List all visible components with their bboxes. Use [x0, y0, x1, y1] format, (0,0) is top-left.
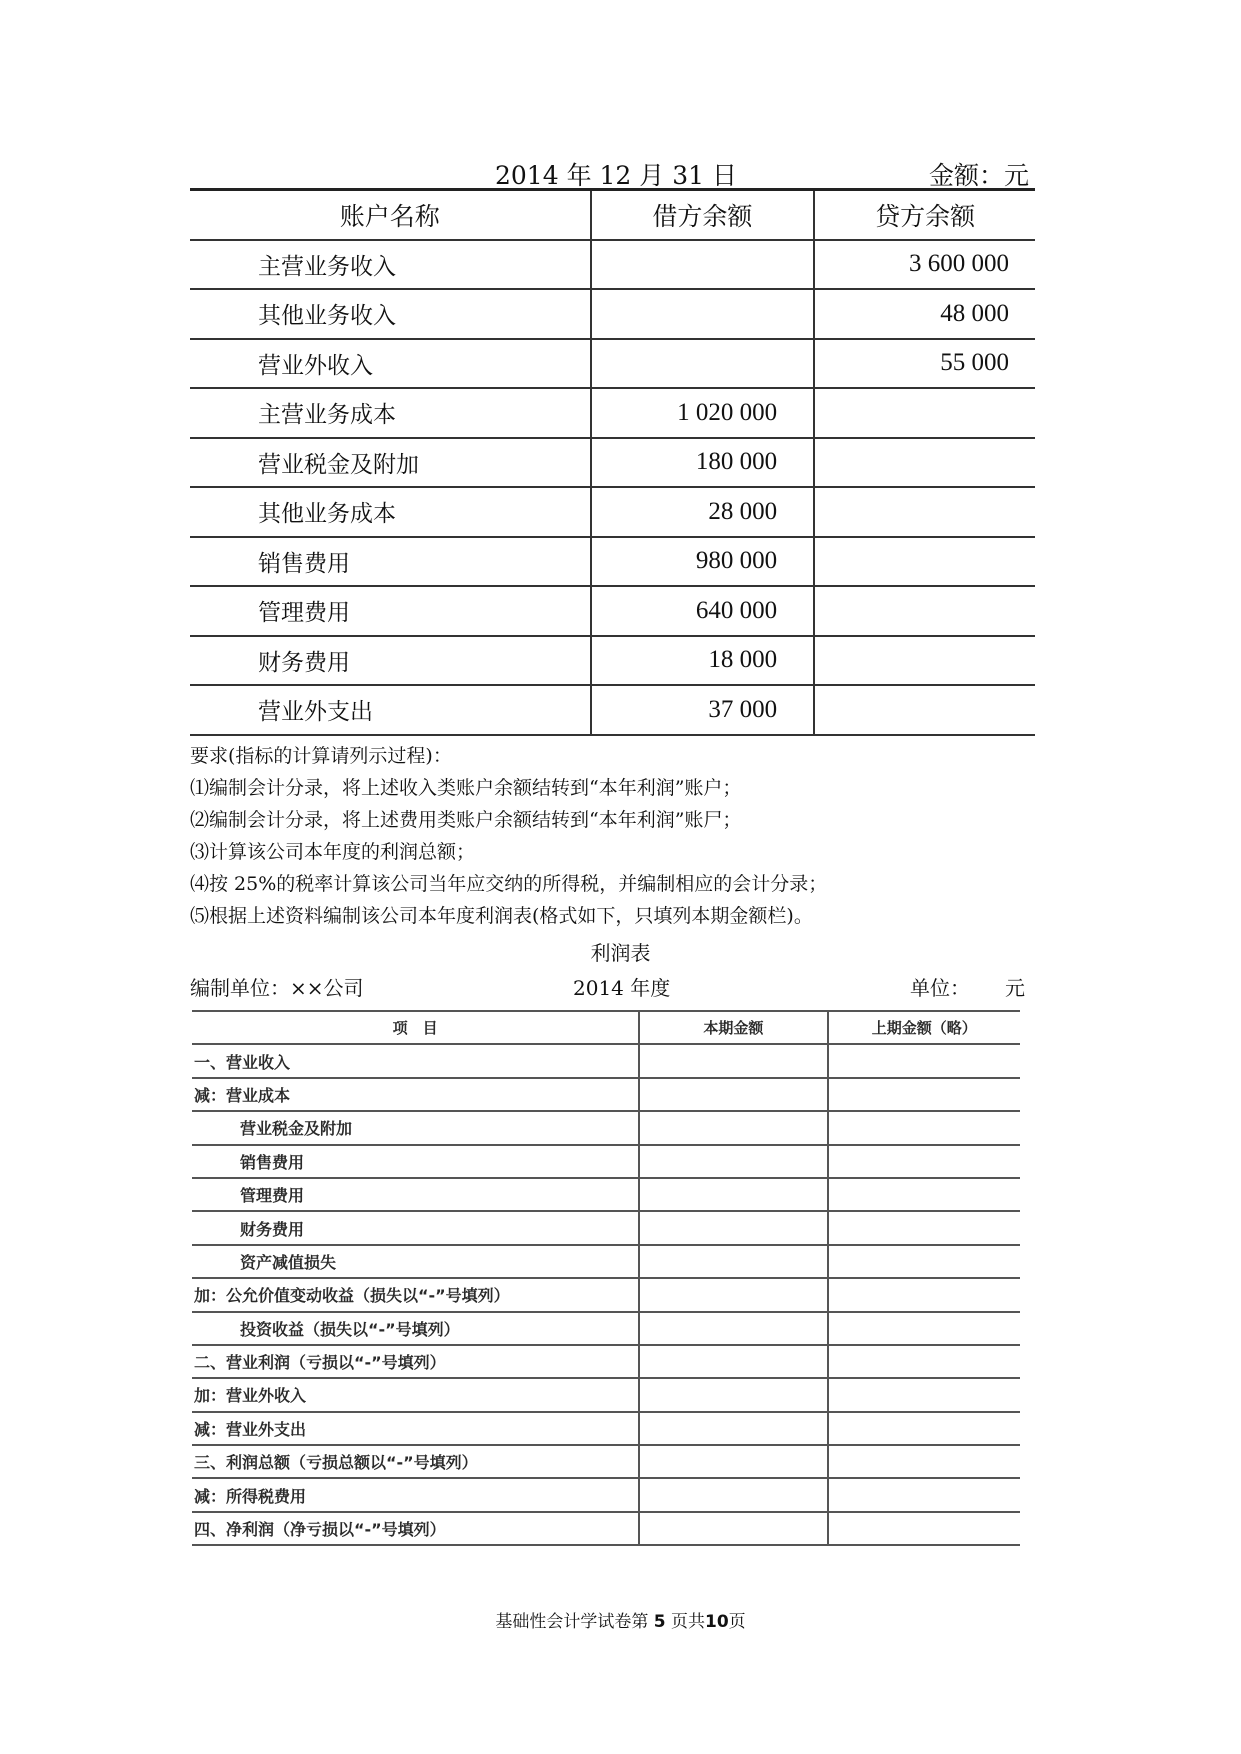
- footer-prefix: 基础性会计学试卷第: [495, 1612, 649, 1632]
- table-header-row: [190, 190, 1035, 240]
- table-row: [192, 1445, 1020, 1478]
- column-header-item: 项 目: [192, 1011, 639, 1044]
- table-row: [190, 685, 1035, 735]
- requirements-heading: 要求(指标的计算请列示过程)：: [190, 745, 452, 767]
- line-item: 加：公允价值变动收益（损失以“-”号填列）: [192, 1278, 639, 1311]
- table-header-row: [192, 1011, 1020, 1044]
- prior-amount-cell: [828, 1278, 1020, 1311]
- current-amount-cell[interactable]: [639, 1412, 827, 1445]
- current-amount-cell[interactable]: [639, 1044, 827, 1077]
- line-item: 投资收益（损失以“-”号填列）: [192, 1312, 639, 1345]
- requirement-item: ⑴编制会计分录，将上述收入类账户余额结转到“本年利润”账户；: [190, 777, 742, 799]
- column-header-debit: 借方余额: [591, 190, 815, 240]
- debit-balance: 980 000: [591, 537, 815, 587]
- table-row: [192, 1245, 1020, 1278]
- requirements-list: [190, 740, 827, 932]
- table-row: [192, 1178, 1020, 1211]
- prior-amount-cell: [828, 1512, 1020, 1545]
- current-amount-cell[interactable]: [639, 1078, 827, 1111]
- current-amount-cell[interactable]: [639, 1278, 827, 1311]
- credit-balance: [814, 537, 1035, 587]
- credit-balance: [814, 438, 1035, 488]
- table-row: [190, 339, 1035, 389]
- unit-label: 单位：: [910, 976, 970, 1000]
- debit-balance: 37 000: [591, 685, 815, 735]
- footer-total-pages: 10: [704, 1612, 729, 1632]
- credit-balance: 55 000: [814, 339, 1035, 389]
- credit-balance: [814, 685, 1035, 735]
- credit-balance: [814, 586, 1035, 636]
- column-header-account: 账户名称: [190, 190, 591, 240]
- trial-balance-header: [190, 150, 1035, 188]
- current-amount-cell[interactable]: [639, 1178, 827, 1211]
- trial-balance-table: [190, 188, 1035, 736]
- footer-suffix: 页: [728, 1612, 746, 1632]
- table-row: [190, 487, 1035, 537]
- line-item: 二、营业利润（亏损以“-”号填列）: [192, 1345, 639, 1378]
- table-row: [192, 1145, 1020, 1178]
- table-row: [192, 1111, 1020, 1144]
- footer-page-number: 5: [653, 1612, 666, 1632]
- prior-amount-cell: [828, 1478, 1020, 1511]
- table-row: [190, 388, 1035, 438]
- line-item: 加：营业外收入: [192, 1378, 639, 1411]
- account-name: 营业外支出: [190, 685, 591, 735]
- account-name: 主营业务收入: [190, 240, 591, 290]
- account-name: 营业外收入: [190, 339, 591, 389]
- requirement-item: ⑸根据上述资料编制该公司本年度利润表(格式如下，只填列本期金额栏)。: [190, 905, 813, 927]
- current-amount-cell[interactable]: [639, 1111, 827, 1144]
- debit-balance: 640 000: [591, 586, 815, 636]
- prior-amount-cell: [828, 1245, 1020, 1278]
- line-item: 资产减值损失: [192, 1245, 639, 1278]
- table-row: [192, 1345, 1020, 1378]
- table-row: [192, 1078, 1020, 1111]
- debit-balance: 28 000: [591, 487, 815, 537]
- column-header-current: 本期金额: [639, 1011, 827, 1044]
- current-amount-cell[interactable]: [639, 1445, 827, 1478]
- prior-amount-cell: [828, 1145, 1020, 1178]
- current-amount-cell[interactable]: [639, 1478, 827, 1511]
- income-statement-title: 利润表: [590, 941, 651, 965]
- table-row: [192, 1412, 1020, 1445]
- table-row: [190, 240, 1035, 290]
- line-item: 财务费用: [192, 1211, 639, 1244]
- account-name: 财务费用: [190, 636, 591, 686]
- debit-balance: [591, 289, 815, 339]
- account-name: 其他业务收入: [190, 289, 591, 339]
- current-amount-cell[interactable]: [639, 1145, 827, 1178]
- table-row: [192, 1211, 1020, 1244]
- account-name: 销售费用: [190, 537, 591, 587]
- table-row: [190, 636, 1035, 686]
- fiscal-year: 2014 年度: [573, 976, 671, 1000]
- footer-middle: 页共: [670, 1612, 705, 1632]
- credit-balance: 3 600 000: [814, 240, 1035, 290]
- account-name: 营业税金及附加: [190, 438, 591, 488]
- line-item: 管理费用: [192, 1178, 639, 1211]
- trial-balance-unit: 金额：元: [928, 161, 1029, 190]
- current-amount-cell[interactable]: [639, 1312, 827, 1345]
- unit-value: 元: [1005, 976, 1025, 1000]
- current-amount-cell[interactable]: [639, 1211, 827, 1244]
- trial-balance-date: 2014 年 12 月 31 日: [495, 161, 737, 190]
- requirement-item: ⑶计算该公司本年度的利润总额；: [190, 841, 476, 863]
- income-statement-table: [192, 1010, 1020, 1546]
- debit-balance: 1 020 000: [591, 388, 815, 438]
- table-row: [192, 1378, 1020, 1411]
- current-amount-cell[interactable]: [639, 1245, 827, 1278]
- line-item: 四、净利润（净亏损以“-”号填列）: [192, 1512, 639, 1545]
- current-amount-cell[interactable]: [639, 1378, 827, 1411]
- debit-balance: [591, 240, 815, 290]
- table-row: [190, 586, 1035, 636]
- requirement-item: ⑵编制会计分录，将上述费用类账户余额结转到“本年利润”账尸；: [190, 809, 742, 831]
- table-row: [190, 438, 1035, 488]
- debit-balance: 180 000: [591, 438, 815, 488]
- table-row: [192, 1278, 1020, 1311]
- credit-balance: [814, 388, 1035, 438]
- line-item: 减：所得税费用: [192, 1478, 639, 1511]
- debit-balance: 18 000: [591, 636, 815, 686]
- credit-balance: [814, 636, 1035, 686]
- prior-amount-cell: [828, 1078, 1020, 1111]
- account-name: 管理费用: [190, 586, 591, 636]
- debit-balance: [591, 339, 815, 389]
- prior-amount-cell: [828, 1178, 1020, 1211]
- column-header-credit: 贷方余额: [814, 190, 1035, 240]
- table-row: [190, 537, 1035, 587]
- line-item: 三、利润总额（亏损总额以“-”号填列）: [192, 1445, 639, 1478]
- credit-balance: 48 000: [814, 289, 1035, 339]
- income-statement-meta: [190, 972, 1035, 1002]
- account-name: 其他业务成本: [190, 487, 591, 537]
- prior-amount-cell: [828, 1211, 1020, 1244]
- prior-amount-cell: [828, 1378, 1020, 1411]
- line-item: 减：营业外支出: [192, 1412, 639, 1445]
- table-row: [190, 289, 1035, 339]
- line-item: 一、营业收入: [192, 1044, 639, 1077]
- requirement-item: ⑷按 25%的税率计算该公司当年应交纳的所得税，并编制相应的会计分录；: [190, 873, 828, 895]
- table-row: [192, 1512, 1020, 1545]
- table-row: [192, 1312, 1020, 1345]
- prior-amount-cell: [828, 1345, 1020, 1378]
- credit-balance: [814, 487, 1035, 537]
- prepared-by: 编制单位：××公司: [190, 976, 364, 1000]
- current-amount-cell[interactable]: [639, 1512, 827, 1545]
- prior-amount-cell: [828, 1412, 1020, 1445]
- prior-amount-cell: [828, 1044, 1020, 1077]
- prior-amount-cell: [828, 1312, 1020, 1345]
- line-item: 营业税金及附加: [192, 1111, 639, 1144]
- prior-amount-cell: [828, 1111, 1020, 1144]
- page-footer: [0, 1607, 1241, 1632]
- line-item: 销售费用: [192, 1145, 639, 1178]
- current-amount-cell[interactable]: [639, 1345, 827, 1378]
- column-header-prior: 上期金额（略）: [828, 1011, 1020, 1044]
- account-name: 主营业务成本: [190, 388, 591, 438]
- prior-amount-cell: [828, 1445, 1020, 1478]
- line-item: 减：营业成本: [192, 1078, 639, 1111]
- table-row: [192, 1478, 1020, 1511]
- table-row: [192, 1044, 1020, 1077]
